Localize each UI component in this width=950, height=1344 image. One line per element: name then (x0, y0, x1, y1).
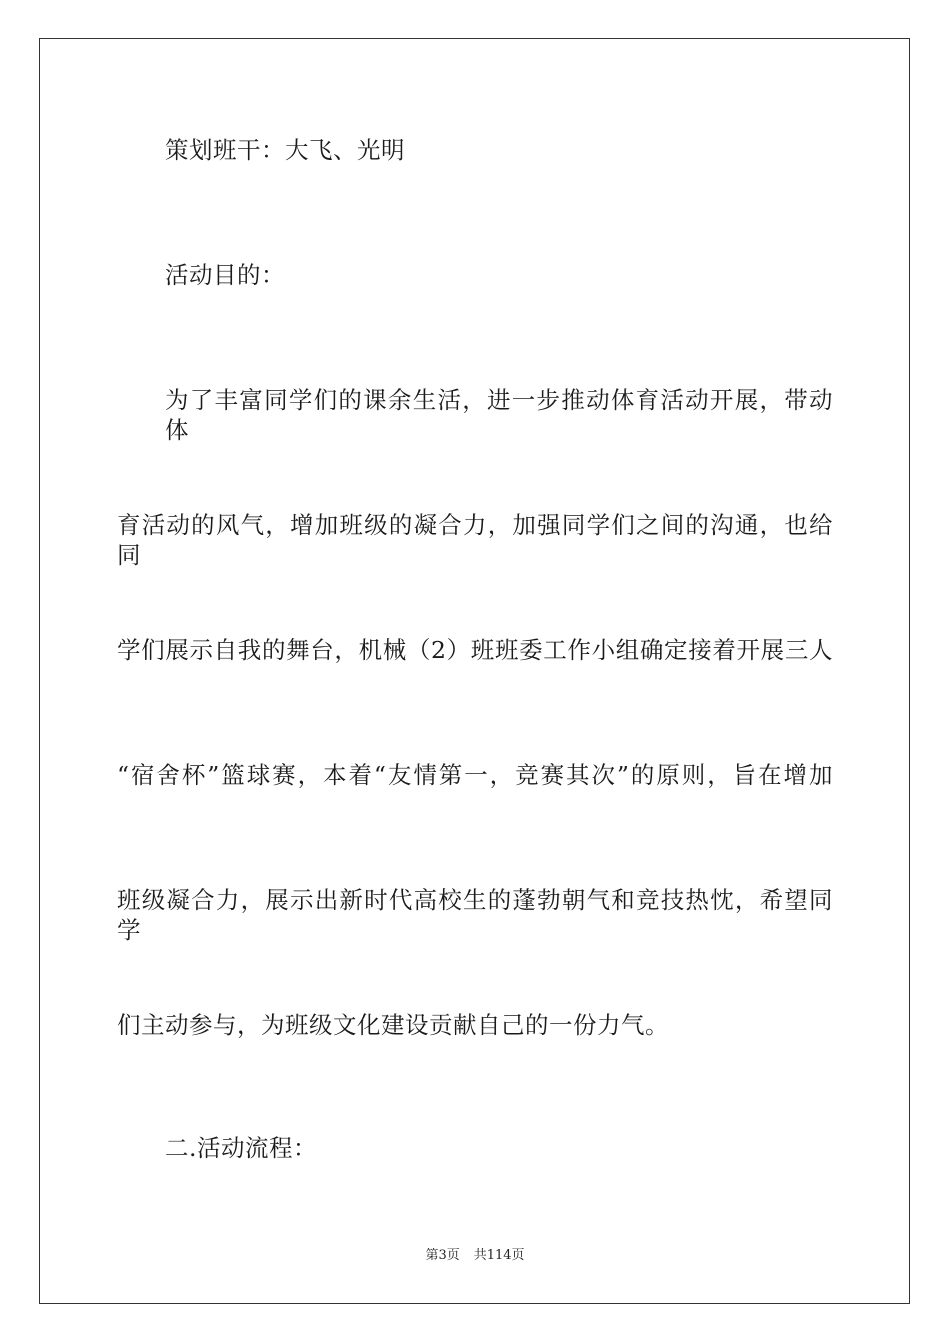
body-text-line-2: 育活动的风气，增加班级的凝合力，加强同学们之间的沟通，也给同 (117, 511, 833, 569)
body-text-line-3: 学们展示自我的舞台，机械（2）班班委工作小组确定接着开展三人 (117, 636, 833, 664)
process-heading: 二.活动流程： (165, 1134, 317, 1162)
purpose-heading: 活动目的： (165, 261, 285, 289)
page-number: 第3页 (425, 1248, 460, 1263)
organizer-line: 策划班干：大飞、光明 (165, 136, 405, 164)
page-total: 共114页 (473, 1248, 525, 1263)
page-footer (0, 1248, 950, 1264)
page-border (39, 38, 910, 1304)
body-text-line-4: “宿舍杯”篮球赛，本着“友情第一，竞赛其次”的原则，旨在增加 (117, 761, 833, 789)
body-text-line-5: 班级凝合力，展示出新时代高校生的蓬勃朝气和竞技热忱，希望同学 (117, 886, 833, 944)
body-text-line-6: 们主动参与，为班级文化建设贡献自己的一份力气。 (117, 1011, 669, 1039)
body-text-line-1: 为了丰富同学们的课余生活，进一步推动体育活动开展，带动体 (165, 386, 833, 444)
